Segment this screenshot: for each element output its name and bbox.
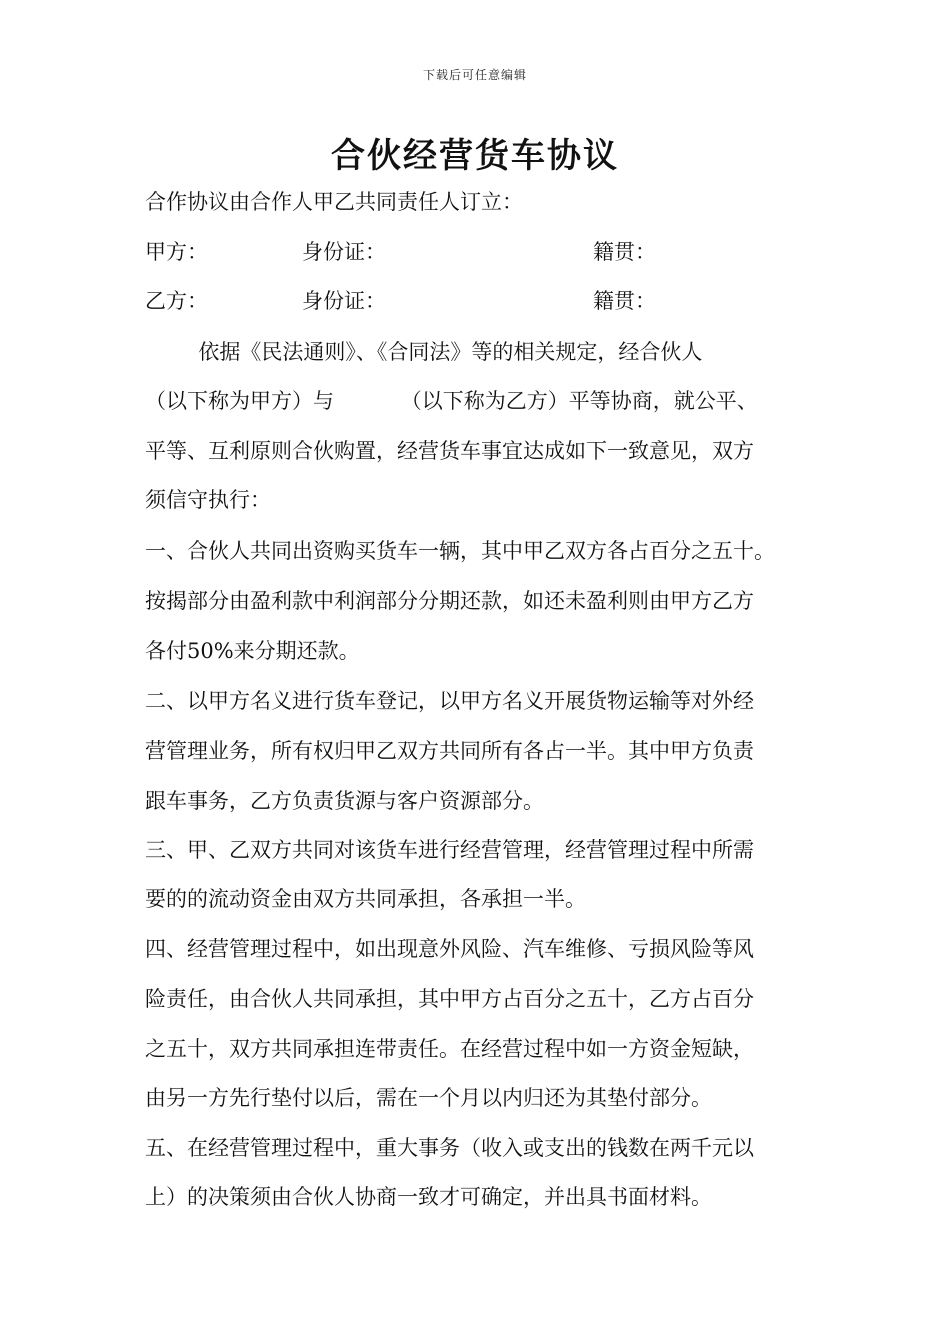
body-line: 五、在经营管理过程中，重大事务（收入或支出的钱数在两千元以 (145, 1136, 754, 1160)
body-line: 依据《民法通则》、《合同法》等的相关规定，经合伙人 (145, 340, 703, 364)
body-line: 须信守执行： (145, 488, 271, 512)
body-line: 险责任，由合伙人共同承担，其中甲方占百分之五十，乙方占百分 (145, 987, 754, 1011)
body-line: 上）的决策须由合伙人协商一致才可确定，并出具书面材料。 (145, 1185, 712, 1209)
body-line: （以下称为甲方）与 （以下称为乙方）平等协商，就公平、 (145, 389, 758, 413)
body-line: 三、甲、乙双方共同对该货车进行经营管理，经营管理过程中所需 (145, 838, 754, 862)
party-a-id-label: 身份证： (302, 240, 386, 264)
party-a-origin-label: 籍贯： (593, 240, 656, 264)
body-line: 平等、互利原则合伙购置，经营货车事宜达成如下一致意见，双方 (145, 439, 754, 463)
document-title: 合伙经营货车协议 (331, 136, 619, 176)
intro-line: 合作协议由合作人甲乙共同责任人订立： (145, 190, 523, 214)
body-line: 二、以甲方名义进行货车登记，以甲方名义开展货物运输等对外经 (145, 689, 754, 713)
party-b-label: 乙方： (145, 289, 208, 313)
party-b-origin-label: 籍贯： (593, 289, 656, 313)
party-a-label: 甲方： (145, 240, 208, 264)
body-line: 按揭部分由盈利款中利润部分分期还款，如还未盈利则由甲方乙方 (145, 589, 754, 613)
body-line: 跟车事务，乙方负责货源与客户资源部分。 (145, 789, 544, 813)
body-line: 之五十，双方共同承担连带责任。在经营过程中如一方资金短缺， (145, 1037, 754, 1061)
party-row-a (145, 238, 825, 266)
party-b-id-label: 身份证： (302, 289, 386, 313)
party-row-b (145, 287, 825, 315)
body-line: 一、合伙人共同出资购买货车一辆，其中甲乙双方各占百分之五十。 (145, 539, 775, 563)
body-line: 营管理业务，所有权归甲乙双方共同所有各占一半。其中甲方负责 (145, 739, 754, 763)
body-line: 由另一方先行垫付以后，需在一个月以内归还为其垫付部分。 (145, 1086, 712, 1110)
header-note: 下载后可任意编辑 (422, 68, 527, 82)
body-line: 各付50%来分期还款。 (145, 639, 360, 663)
body-line: 要的的流动资金由双方共同承担，各承担一半。 (145, 887, 586, 911)
body-line: 四、经营管理过程中，如出现意外风险、汽车维修、亏损风险等风 (145, 937, 754, 961)
